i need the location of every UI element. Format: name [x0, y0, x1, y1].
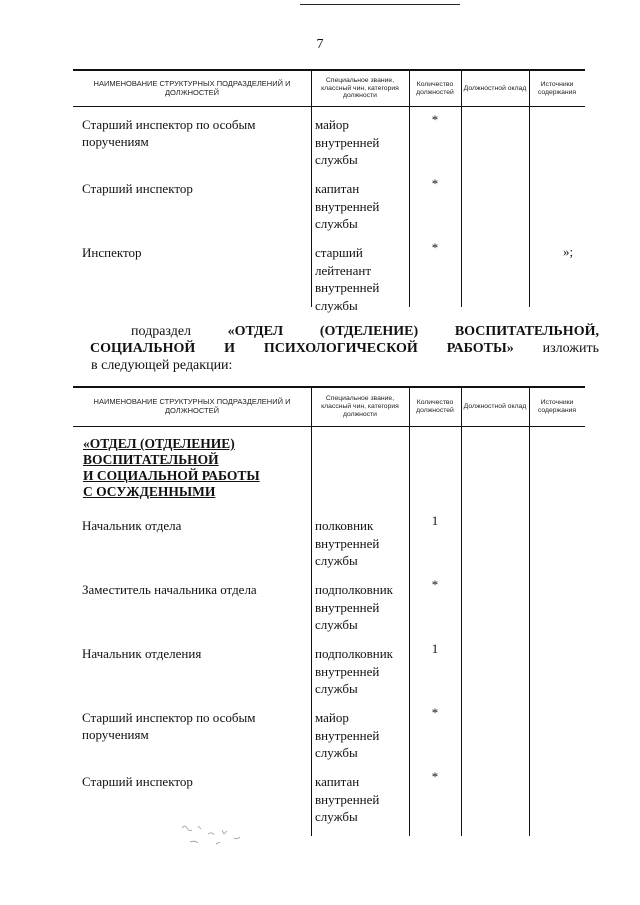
instruction-paragraph — [91, 323, 599, 374]
header-col-rank: Специальное звание, классный чин, категория должности — [321, 76, 399, 100]
row-rank: подполковник внутренней службы — [315, 582, 393, 632]
row-name: Старший инспектор — [82, 774, 193, 789]
row-name: Старший инспектор — [82, 181, 193, 196]
header-col-salary: Должностной оклад — [463, 84, 527, 92]
column-divider — [529, 69, 530, 307]
row-qty: * — [431, 705, 439, 720]
table-2-header — [73, 386, 585, 427]
row-rank: майор внутренней службы — [315, 117, 380, 167]
row-name: Заместитель начальника отдела — [82, 582, 257, 597]
section-title: «ОТДЕЛ (ОТДЕЛЕНИЕ) ВОСПИТАТЕЛЬНОЙ И СОЦИАЛЬНОЙ РАБОТЫ С ОСУЖДЕННЫМИ — [83, 436, 260, 499]
header-col-name: НАИМЕНОВАНИЕ СТРУКТУРНЫХ ПОДРАЗДЕЛЕНИЙ И ДОЛЖНОСТЕЙ — [93, 78, 291, 97]
scan-artifact — [178, 820, 258, 850]
row-rank: полковник внутренней службы — [315, 518, 380, 568]
row-rank: капитан внутренней службы — [315, 181, 380, 231]
row-name: Начальник отдела — [82, 518, 182, 533]
column-divider — [529, 386, 530, 836]
table-1-header — [73, 69, 585, 107]
row-qty: * — [431, 112, 439, 127]
row-qty: 1 — [431, 641, 439, 656]
row-name: Старший инспектор по особым поручениям — [82, 117, 256, 149]
header-col-source: Источники содержания — [537, 80, 577, 96]
top-rule — [300, 4, 460, 5]
row-name: Начальник отделения — [82, 646, 202, 661]
column-divider — [311, 386, 312, 836]
row-qty: * — [431, 769, 439, 784]
header-col-source: Источники содержания — [537, 399, 577, 414]
paragraph-line-2: СОЦИАЛЬНОЙ И ПСИХОЛОГИЧЕСКОЙ РАБОТЫ» изложить — [90, 341, 599, 356]
header-col-qty: Количество должностей — [416, 399, 454, 414]
row-qty: 1 — [431, 513, 439, 528]
column-divider — [461, 386, 462, 836]
column-divider — [311, 69, 312, 307]
header-col-salary: Должностной оклад — [463, 403, 527, 411]
row-rank: майор внутренней службы — [315, 710, 380, 760]
paragraph-line-1: подраздел «ОТДЕЛ (ОТДЕЛЕНИЕ) ВОСПИТАТЕЛЬНОЙ, — [131, 324, 599, 339]
row-rank: старший лейтенант внутренней службы — [315, 245, 380, 313]
header-col-name: НАИМЕНОВАНИЕ СТРУКТУРНЫХ ПОДРАЗДЕЛЕНИЙ И ДОЛЖНОСТЕЙ — [93, 397, 291, 415]
row-qty: * — [431, 577, 439, 592]
row-name: Старший инспектор по особым поручениям — [82, 710, 256, 742]
row-rank: капитан внутренней службы — [315, 774, 380, 824]
paragraph-line-3: в следующей редакции: — [91, 358, 233, 373]
row-rank: подполковник внутренней службы — [315, 646, 393, 696]
table-1 — [73, 69, 585, 313]
column-divider — [461, 69, 462, 307]
row-name: Инспектор — [82, 245, 142, 260]
row-qty: * — [431, 176, 439, 191]
row-qty: * — [431, 240, 439, 255]
closing-quote: »; — [563, 244, 574, 259]
header-col-qty: Количество должностей — [416, 80, 454, 96]
page-number: 7 — [316, 37, 324, 52]
table-2 — [73, 386, 585, 836]
header-col-rank: Специальное звание, классный чин, категория должности — [321, 395, 399, 418]
